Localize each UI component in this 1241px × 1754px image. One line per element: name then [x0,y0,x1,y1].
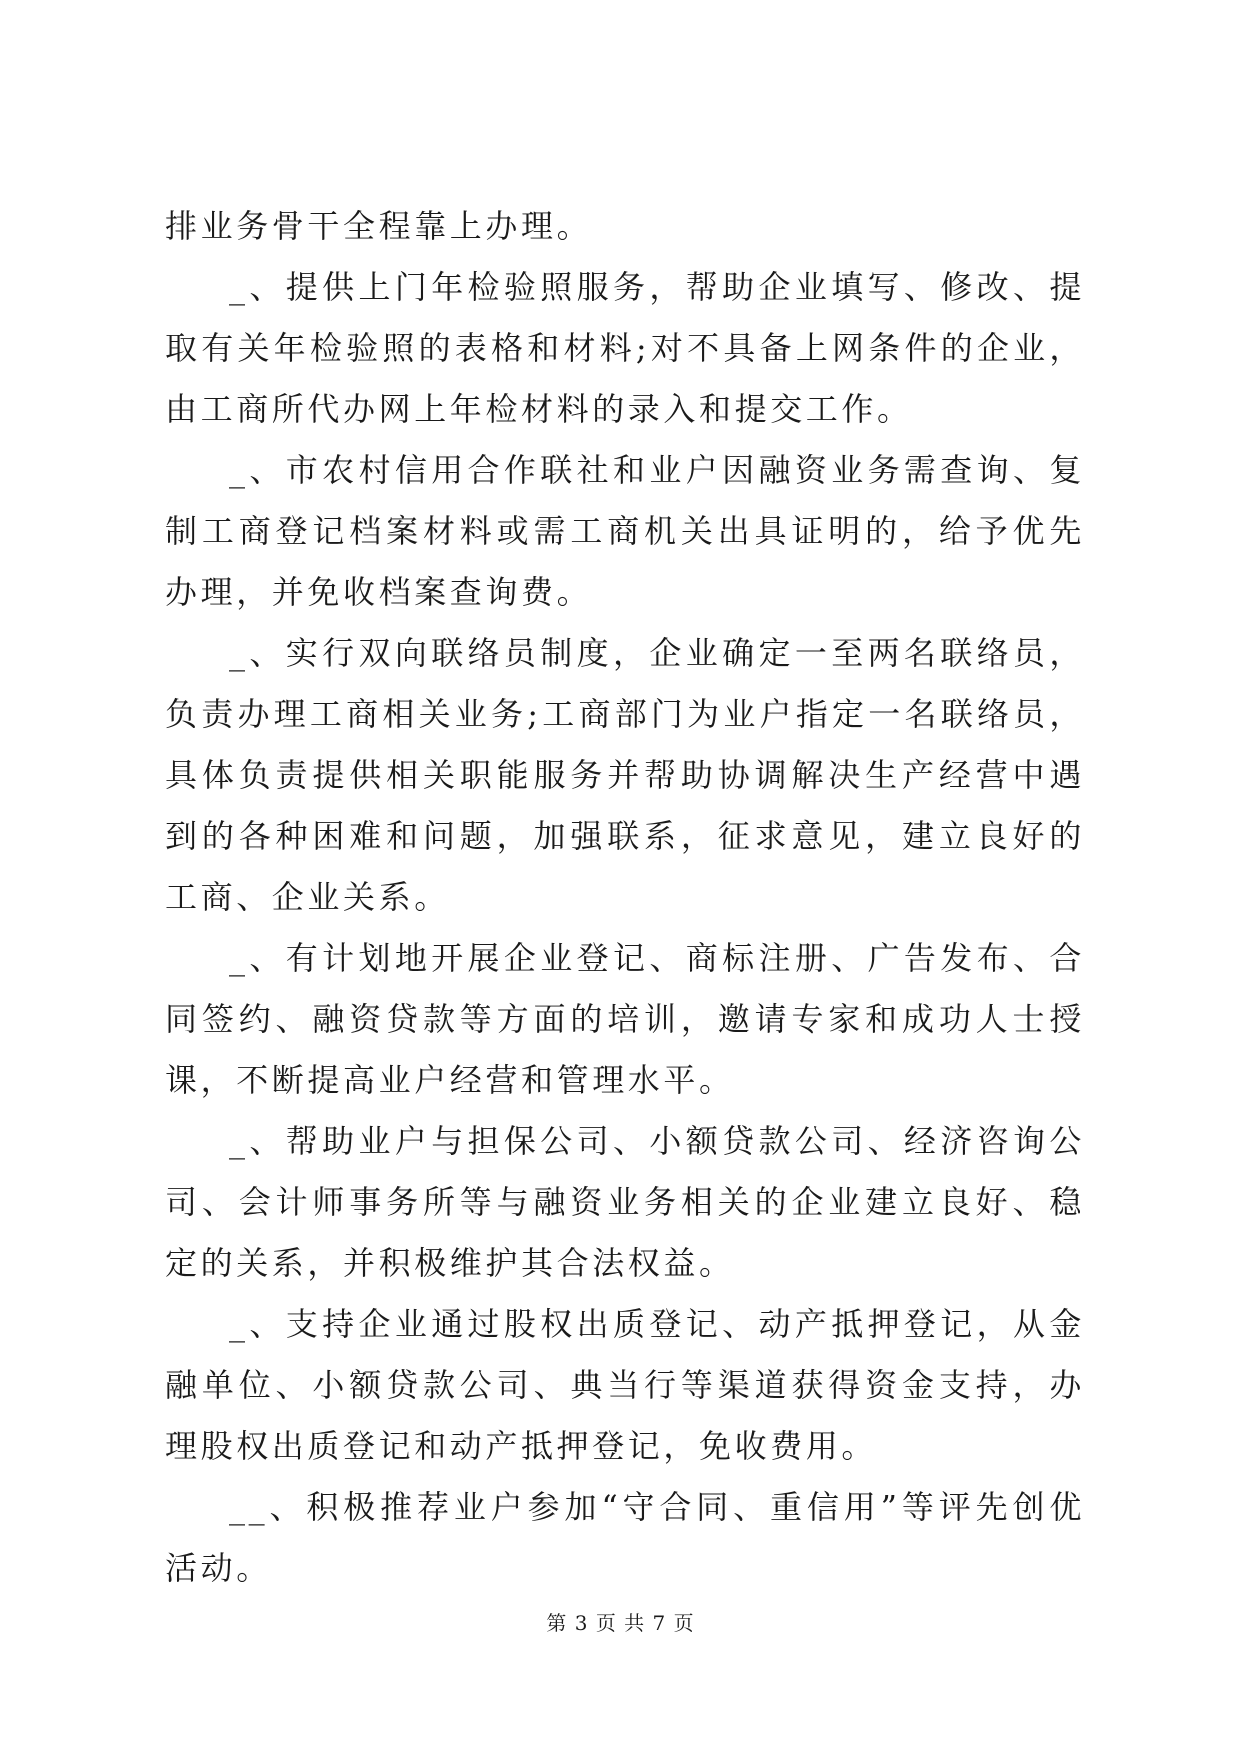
paragraph-7: _、支持企业通过股权出质登记、动产抵押登记，从金融单位、小额贷款公司、典当行等渠道获得资金支持，办理股权出质登记和动产抵押登记，免收费用。 [165,1305,1085,1465]
paragraph-2: _、提供上门年检验照服务，帮助企业填写、修改、提取有关年检验照的表格和材料;对不具备上网条件的企业，由工商所代办网上年检材料的录入和提交工作。 [165,268,1085,428]
page-footer: 第 3 页 共 7 页 [546,1611,695,1635]
paragraph-6: _、帮助业户与担保公司、小额贷款公司、经济咨询公司、会计师事务所等与融资业务相关的企业建立良好、稳定的关系，并积极维护其合法权益。 [165,1122,1085,1282]
paragraph-4: _、实行双向联络员制度，企业确定一至两名联络员，负责办理工商相关业务;工商部门为业户指定一名联络员，具体负责提供相关职能服务并帮助协调解决生产经营中遇到的各种困难和问题，加强联系，征求意见，建立良好的工商、企业关系。 [165,634,1085,916]
paragraph-8: __、积极推荐业户参加“守合同、重信用”等评先创优活动。 [165,1488,1085,1587]
body-text [165,196,1085,1599]
paragraph-3: _、市农村信用合作联社和业户因融资业务需查询、复制工商登记档案材料或需工商机关出具证明的，给予优先办理，并免收档案查询费。 [165,451,1085,611]
paragraph-5: _、有计划地开展企业登记、商标注册、广告发布、合同签约、融资贷款等方面的培训，邀请专家和成功人士授课，不断提高业户经营和管理水平。 [165,939,1085,1099]
paragraph-1: 排业务骨干全程靠上办理。 [165,207,593,245]
